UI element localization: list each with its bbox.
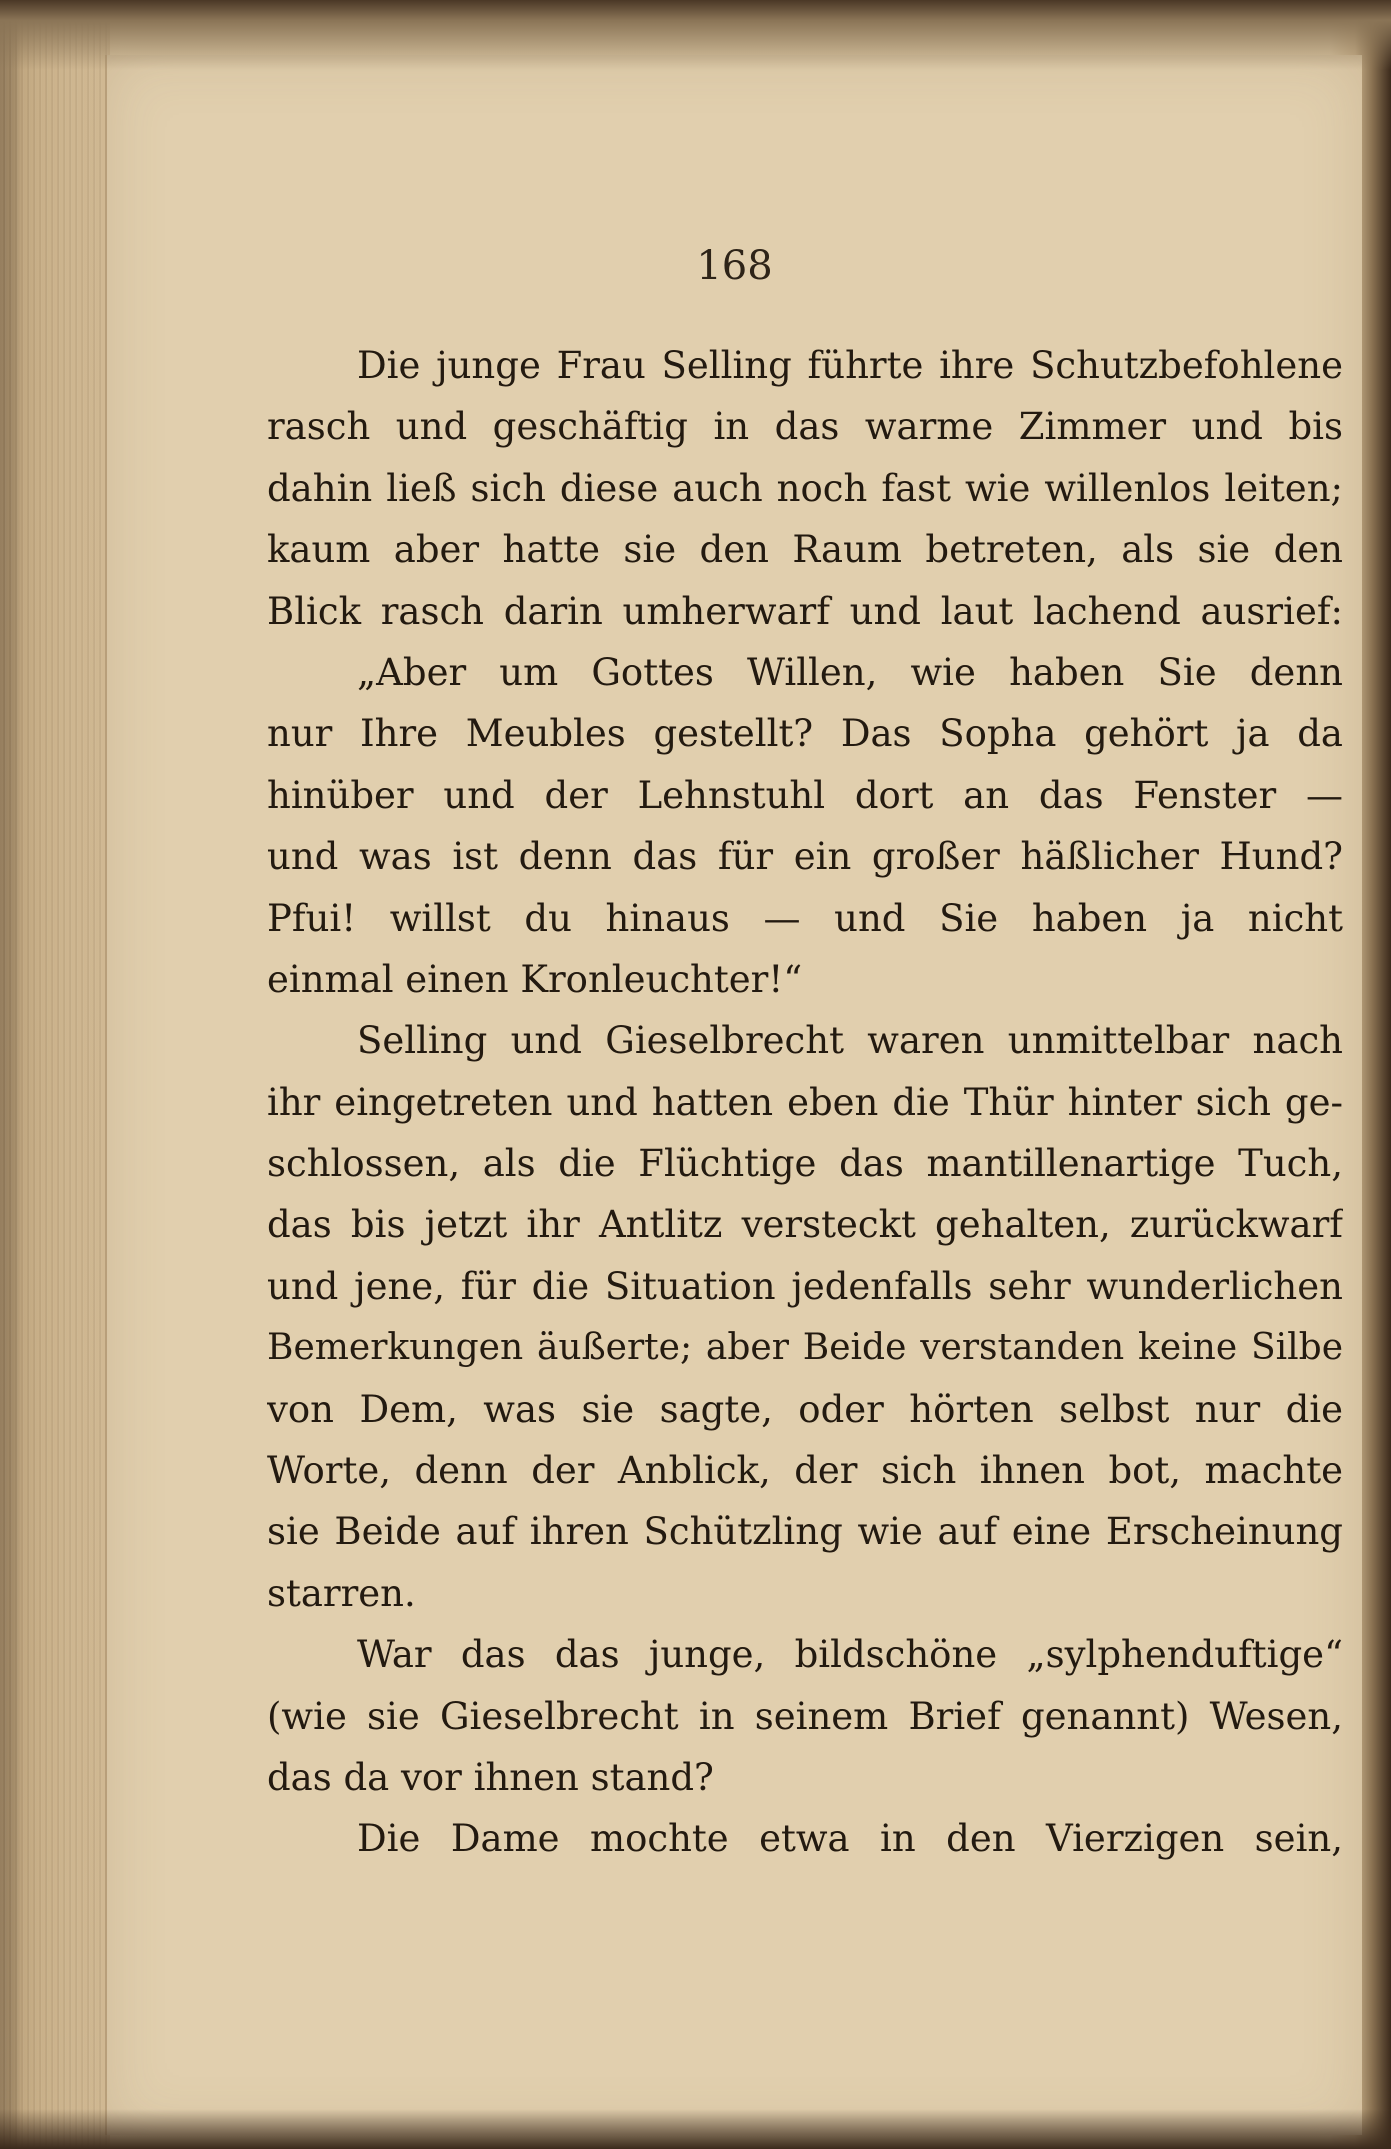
text-line: sie Beide auf ihren Schützling wie auf eine Erscheinung [267,1510,1343,1554]
text-line: nur Ihre Meubles gestellt? Das Sopha gehört ja da [267,712,1343,756]
text-line: rasch und geschäftig in das warme Zimmer und bis [267,405,1343,449]
body-text [267,335,1343,1870]
text-line: Selling und Gieselbrecht waren unmittelbar nach [357,1019,1343,1063]
text-line: von Dem, was sie sagte, oder hörten selbst nur die [267,1387,1343,1431]
text-line: das da vor ihnen stand? [267,1755,714,1799]
text-line: kaum aber hatte sie den Raum betreten, als sie den [267,528,1343,572]
bottom-edge [0,2109,1391,2149]
page-number: 168 [696,243,773,289]
text-line: das bis jetzt ihr Antlitz versteckt gehalten, zurückwarf [267,1203,1343,1247]
text-line: Blick rasch darin umherwarf und laut lachend ausrief: [267,589,1343,633]
text-line: Bemerkungen äußerte; aber Beide verstanden keine Silbe [267,1327,1343,1369]
text-line: und jene, für die Situation jedenfalls sehr wunderlichen [267,1264,1343,1308]
text-line: Pfui! willst du hinaus — und Sie haben ja nicht [267,896,1343,940]
text-line: Worte, denn der Anblick, der sich ihnen bot, machte [267,1449,1343,1493]
text-line: schlossen, als die Flüchtige das mantillenartige Tuch, [267,1142,1343,1186]
text-line: dahin ließ sich diese auch noch fast wie willenlos leiten; [267,466,1343,510]
text-line: starren. [267,1571,416,1615]
book-page [105,55,1362,2135]
text-line: Die Dame mochte etwa in den Vierzigen sein, [357,1817,1343,1861]
text-line: „Aber um Gottes Willen, wie haben Sie denn [357,650,1343,694]
page-edges [0,0,110,2149]
text-line: ihr eingetreten und hatten eben die Thür hinter sich ge- [267,1080,1343,1124]
text-line: und was ist denn das für ein großer häßlicher Hund? [267,835,1343,879]
top-shadow [0,0,1391,70]
text-line: War das das junge, bildschöne „sylphenduftige“ [357,1633,1343,1677]
text-line: hinüber und der Lehnstuhl dort an das Fenster — [267,773,1343,817]
text-line: (wie sie Gieselbrecht in seinem Brief genannt) Wesen, [267,1694,1343,1738]
text-line: Die junge Frau Selling führte ihre Schutzbefohlene [357,344,1343,387]
text-line: einmal einen Kronleuchter!“ [267,957,803,1001]
